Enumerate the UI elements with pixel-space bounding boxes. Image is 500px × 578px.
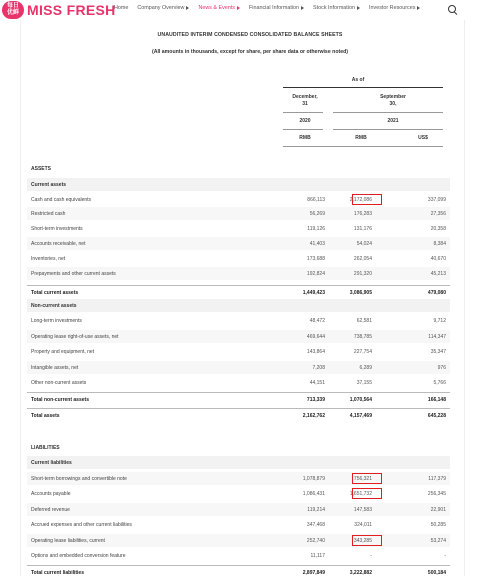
row-label: Short-term investments [31,226,83,232]
row-label: Non-current assets [31,303,77,309]
doc-title: UNAUDITED INTERIM CONDENSED CONSOLIDATED BALANCE SHEETS [157,32,343,38]
row-label: Total current liabilities [31,570,84,576]
brand-badge-line2: 优鲜 [6,10,19,16]
cell-c1: 469,644 [306,334,325,340]
row-label: Total non-current assets [31,397,89,403]
row-label: Accounts payable [31,491,71,497]
col2-header-line1: September [380,94,406,100]
cell-c2: 1,651,732 [349,491,372,497]
cell-c3: - [444,553,446,559]
table-row [27,222,450,235]
total-row [27,565,450,578]
highlight-accounts-payable [349,488,382,499]
caret-right-icon [417,6,420,10]
cell-c2: 1,070,564 [349,397,372,403]
col2-rule [333,112,443,113]
cell-c3: 27,356 [430,211,446,217]
col3-unit: US$ [418,135,428,141]
row-label: Cash and cash equivalents [31,197,92,203]
table-row [27,193,450,206]
caret-right-icon [186,6,189,10]
total-row [27,285,450,298]
cell-c2: 756,321 [353,476,372,482]
table-row [27,314,450,327]
nav-item-news-events[interactable] [198,5,240,11]
col2-unit: RMB [355,135,367,141]
cell-c3: 5,766 [433,380,446,386]
row-label: Operating lease liabilities, current [31,538,105,544]
cell-c3: 35,347 [430,349,446,355]
nav-item-stock-information[interactable] [313,5,360,11]
nav-item-label: Home [114,5,129,11]
cell-c1: 1,449,423 [302,290,325,296]
table-row [27,361,450,374]
cell-c1: 41,403 [309,241,325,247]
nav-item-investor-resources[interactable] [369,5,420,11]
as-of-label: As of [351,77,365,83]
nav-item-label: Investor Resources [369,5,416,11]
cell-c2: 227,754 [353,349,372,355]
row-label: Accrued expenses and other current liabilities [31,522,132,528]
total-row [27,392,450,405]
cell-c2: 6,289 [359,365,372,371]
table-row [27,252,450,265]
cell-c3: 114,347 [428,334,446,340]
table-row [27,518,450,531]
cell-c3: 53,274 [430,538,446,544]
row-label: Intangible assets, net [31,365,79,371]
cell-c1: 2,162,762 [302,413,325,419]
cell-c3: 500,184 [427,570,446,576]
section-row [27,162,450,175]
highlight-short-term-borrowings [352,473,382,484]
cell-c1: 866,113 [307,197,325,203]
cell-c2: 262,054 [353,256,372,262]
cell-c1: 173,688 [306,256,325,262]
row-label: Property and equipment, net [31,349,95,355]
cell-c2: 54,024 [356,241,372,247]
cell-c3: 50,285 [430,522,446,528]
cell-c3: 45,213 [430,271,446,277]
cell-c2: 62,581 [356,318,372,324]
nav-item-home[interactable] [114,5,128,11]
cell-c3: 40,670 [430,256,446,262]
subsection-row [27,178,450,191]
col2-header-line2: 30, [389,101,397,107]
cell-c2: 147,583 [353,507,372,513]
table-row [27,237,450,250]
cell-c1: 2,897,849 [302,570,325,576]
nav-item-label: Stock Information [313,5,355,11]
nav-item-company-overview[interactable] [137,5,189,11]
caret-right-icon [357,6,360,10]
nav-item-label: Financial Information [249,5,300,11]
cell-c2: 3,086,905 [349,290,372,296]
table-row [27,267,450,280]
cell-c1: 119,214 [307,507,325,513]
cell-c2: 2,172,086 [349,197,372,203]
table-row [27,549,450,562]
as-of-rule [283,87,443,88]
cell-c1: 143,864 [306,349,325,355]
cell-c3: 976 [437,365,446,371]
cell-c1: 252,740 [306,538,325,544]
unit-rule [283,146,443,147]
cell-c1: 56,269 [309,211,325,217]
table-row [27,503,450,516]
row-label: Accounts receivable, net [31,241,86,247]
cell-c3: 645,228 [427,413,446,419]
cell-c1: 48,472 [309,318,325,324]
main-nav [114,5,429,11]
doc-subtitle: (All amounts in thousands, except for share, per share data or otherwise noted) [151,49,348,55]
nav-item-financial-information[interactable] [249,5,304,11]
table-row [27,487,450,500]
cell-c3: 20,358 [430,226,446,232]
cell-c1: 119,126 [307,226,325,232]
col1-header-line2: 31 [302,101,308,107]
table-row [27,330,450,343]
row-label: Operating lease right-of-use assets, net [31,334,119,340]
cell-c2: 291,320 [353,271,372,277]
cell-c3: 479,080 [427,290,446,296]
row-label: Prepayments and other current assets [31,271,116,277]
col1-unit: RMB [299,135,311,141]
row-label: Total assets [31,413,60,419]
highlight-operating-lease-liabilities [352,535,382,546]
row-label: Current assets [31,182,67,188]
table-row [27,472,450,485]
cell-c1: 347,468 [306,522,325,528]
brand-name[interactable]: MISS FRESH [27,2,116,18]
row-label: Total current assets [31,290,79,296]
cell-c1: 44,151 [309,380,325,386]
row-label: Current liabilities [31,460,72,466]
col1-rule [283,112,323,113]
cell-c3: 9,712 [433,318,446,324]
cell-c3: 166,148 [427,397,446,403]
cell-c2: 4,157,469 [349,413,372,419]
col2-year: 2021 [387,118,399,124]
highlight-cash [349,194,382,205]
section-row [27,441,450,454]
cell-c3: 256,345 [427,491,446,497]
table-row [27,376,450,389]
row-label: LIABILITIES [31,445,60,451]
cell-c2: 3,222,882 [349,570,372,576]
row-label: ASSETS [31,166,52,172]
cell-c1: 1,086,431 [302,491,325,497]
cell-c2: 343,285 [353,538,372,544]
cell-c2: - [370,553,372,559]
nav-item-label: News & Events [198,5,235,11]
brand-badge-line1: 每日 [6,3,19,9]
site-header [0,0,500,20]
row-label: Short-term borrowings and convertible note [31,476,127,482]
caret-right-icon [301,6,304,10]
cell-c3: 117,379 [428,476,446,482]
cell-c2: 738,785 [353,334,372,340]
col2-year-rule [333,129,443,130]
table-row [27,207,450,220]
row-label: Inventories, net [31,256,66,262]
search-icon[interactable] [448,5,456,13]
cell-c2: 324,011 [354,522,372,528]
subsection-row [27,456,450,469]
brand-logo-badge[interactable] [2,1,24,19]
cell-c2: 176,283 [353,211,372,217]
row-label: Deferred revenue [31,507,70,513]
cell-c1: 192,824 [306,271,325,277]
col1-year: 2020 [299,118,311,124]
table-row [27,534,450,547]
cell-c3: 337,099 [427,197,446,203]
row-label: Long-term investments [31,318,82,324]
cell-c1: 11,117 [310,553,325,559]
cell-c2: 131,176 [353,226,372,232]
cell-c1: 1,078,879 [302,476,325,482]
subsection-row [27,299,450,312]
cell-c1: 7,208 [312,365,325,371]
cell-c2: 37,155 [356,380,372,386]
table-row [27,345,450,358]
cell-c3: 22,901 [430,507,446,513]
row-label: Options and embedded conversion feature [31,553,126,559]
row-label: Other non-current assets [31,380,87,386]
nav-item-label: Company Overview [137,5,185,11]
row-label: Restricted cash [31,211,66,217]
caret-right-icon [237,6,240,10]
cell-c1: 713,339 [306,397,325,403]
cell-c3: 8,384 [433,241,446,247]
col1-header-line1: December, [292,94,318,100]
total-row [27,408,450,421]
col1-year-rule [283,129,323,130]
